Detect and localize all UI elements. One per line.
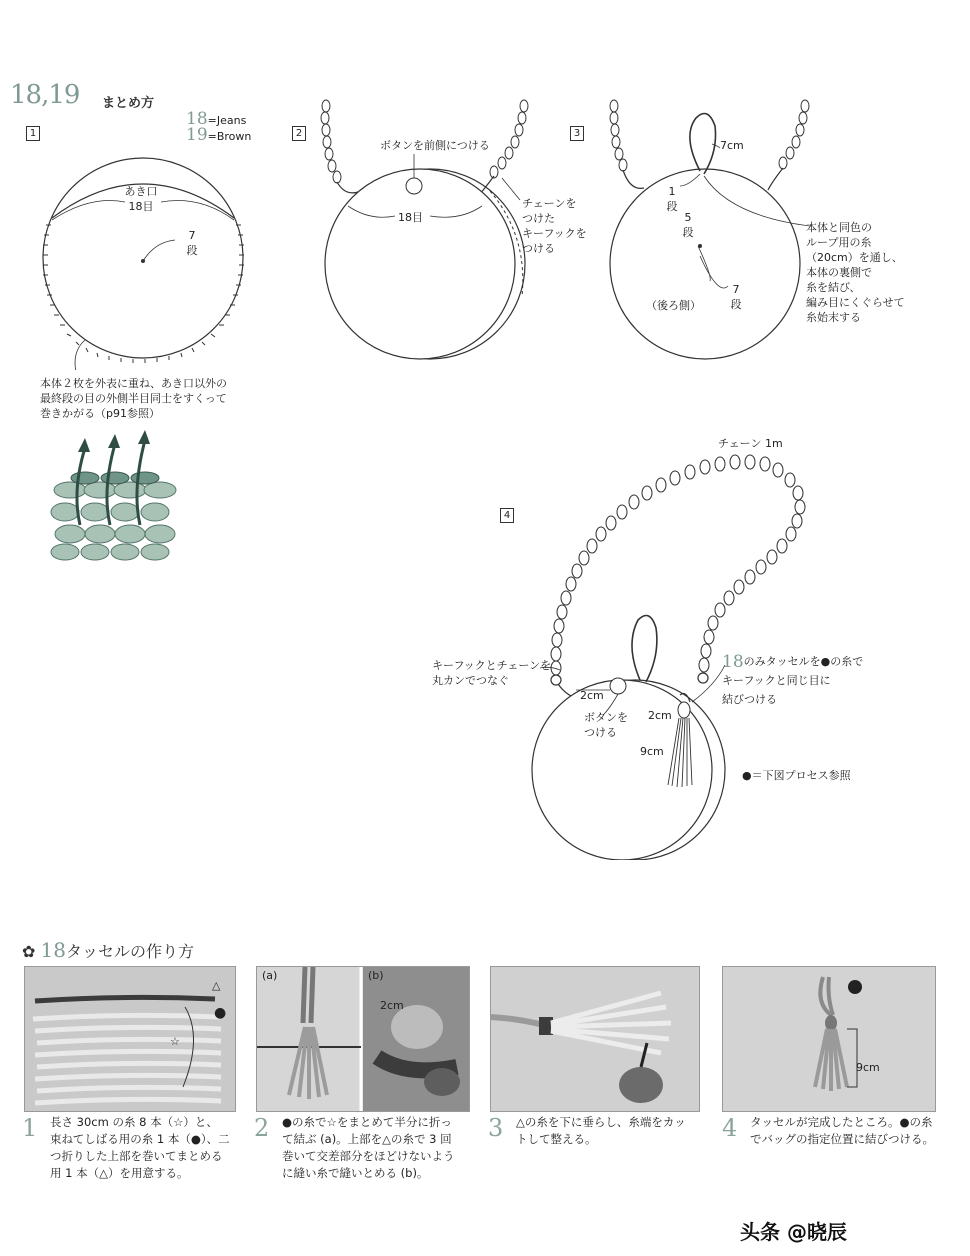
step-1-diagram [30,140,270,370]
photo-1-dot-mark: ● [214,1005,227,1021]
step-4-tassel-text: のみタッセルを●の糸で キーフックと同じ目に 結びつける [722,655,864,706]
step-4-tassel-note [722,652,863,709]
photo-4-measure: 9cm [856,1061,880,1074]
caption-4-text: タッセルが完成したところ。●の糸 でバッグの指定位置に結びつける。 [750,1115,934,1146]
step-4-distance-a: 2cm [580,689,604,702]
step-1-note: 本体２枚を外表に重ね、あき口以外の 最終段の目の外側半目同士をすくって 巻きかがる（p91参照） [40,377,227,420]
tassel-photo-2 [256,966,470,1112]
photo-2-label-b: (b) [368,969,384,982]
step-4-process-note: ●＝下図プロセス参照 [742,769,851,782]
caption-3-number: 3 [488,1114,504,1142]
step-1-number: 1 [26,126,40,141]
watermark: 头条 @晓辰 [740,1220,847,1244]
legend-text-18: =Jeans [207,114,247,127]
step-3-loop-length: 7cm [720,139,744,152]
photo-1-triangle-mark: △ [212,979,221,992]
step-3-note: 本体と同色の ループ用の糸 （20cm）を通し、 本体の裏側で 糸を結び、 編み目にくぐらせて 糸始末する [806,221,905,324]
step-4-tassel-num: 18 [722,652,744,672]
step-1-opening-label: あき口 18目 [124,185,158,213]
step-2-diagram [310,96,550,366]
step-4-ring-note: キーフックとチェーンを 丸カンでつなぐ [432,659,552,687]
caption-2-text: ●の糸で☆をまとめて半分に折っ て結ぶ (a)。上部を△の糸で 3 回 巻いて交差部分をほどけないよう に縫い糸で縫いとめる (b)。 [282,1115,455,1180]
tassel-section-num: 18 [40,938,66,962]
caption-2-number: 2 [254,1114,270,1142]
caption-1-text: 長さ 30cm の糸 8 本（☆）と、 束ねてしばる用の糸 1 本（●）、二 つ折りした上部を巻いてまとめる 用 1 本（△）を用意する。 [50,1115,230,1180]
finished-tassel-image [723,967,935,1111]
caption-4-number: 4 [722,1114,738,1142]
caption-1-number: 1 [22,1114,38,1142]
tassel-photo-4 [722,966,936,1112]
legend-num-19: 19 [186,125,208,145]
photo-2-label-a: (a) [262,969,278,982]
step-4-diagram [520,440,820,860]
tassel-tying-image [257,967,469,1111]
step-2-hook-note: チェーンを つけた キーフックを つける [522,197,587,255]
yarn-strands-image [25,967,235,1111]
step-4-tassel-length: 9cm [640,745,664,758]
photo-1-star-mark: ☆ [170,1035,180,1048]
tassel-section-title [22,938,194,962]
page-subtitle: まとめ方 [102,96,155,111]
whipstitch-illustration [50,430,180,562]
step-4-button-label: ボタンを つける [584,711,628,739]
flower-icon: ✿ [22,942,36,961]
step-3-row-1: 1 段 [666,185,678,213]
step-3-diagram [600,96,830,366]
step-3-number: 3 [570,126,584,141]
caption-3-text: △の糸を下に垂らし、糸端をカッ トして整える。 [516,1115,686,1146]
step-2-stitches-label: 18目 [398,211,423,224]
step-3-row-5: 5 段 [682,211,694,239]
step-4-number: 4 [500,508,514,523]
legend-text-19: =Brown [207,130,252,143]
tassel-section-text: タッセルの作り方 [65,942,194,961]
tassel-trimming-image [491,967,699,1111]
step-2-button-label: ボタンを前側につける [380,139,490,152]
tassel-photo-1 [24,966,236,1112]
step-4-chain-label: チェーン 1m [718,437,783,450]
step-1-rows-label: 7 段 [186,229,198,257]
step-3-row-7: 7 段 [730,283,742,311]
legend-num-18: 18 [186,109,208,129]
step-2-number: 2 [292,126,306,141]
tassel-photo-3 [490,966,700,1112]
step-4-distance-b: 2cm [648,709,672,722]
pattern-number: 18,19 [10,80,80,110]
step-3-back-label: （後ろ側） [646,299,701,312]
photo-2-measure: 2cm [380,999,404,1012]
